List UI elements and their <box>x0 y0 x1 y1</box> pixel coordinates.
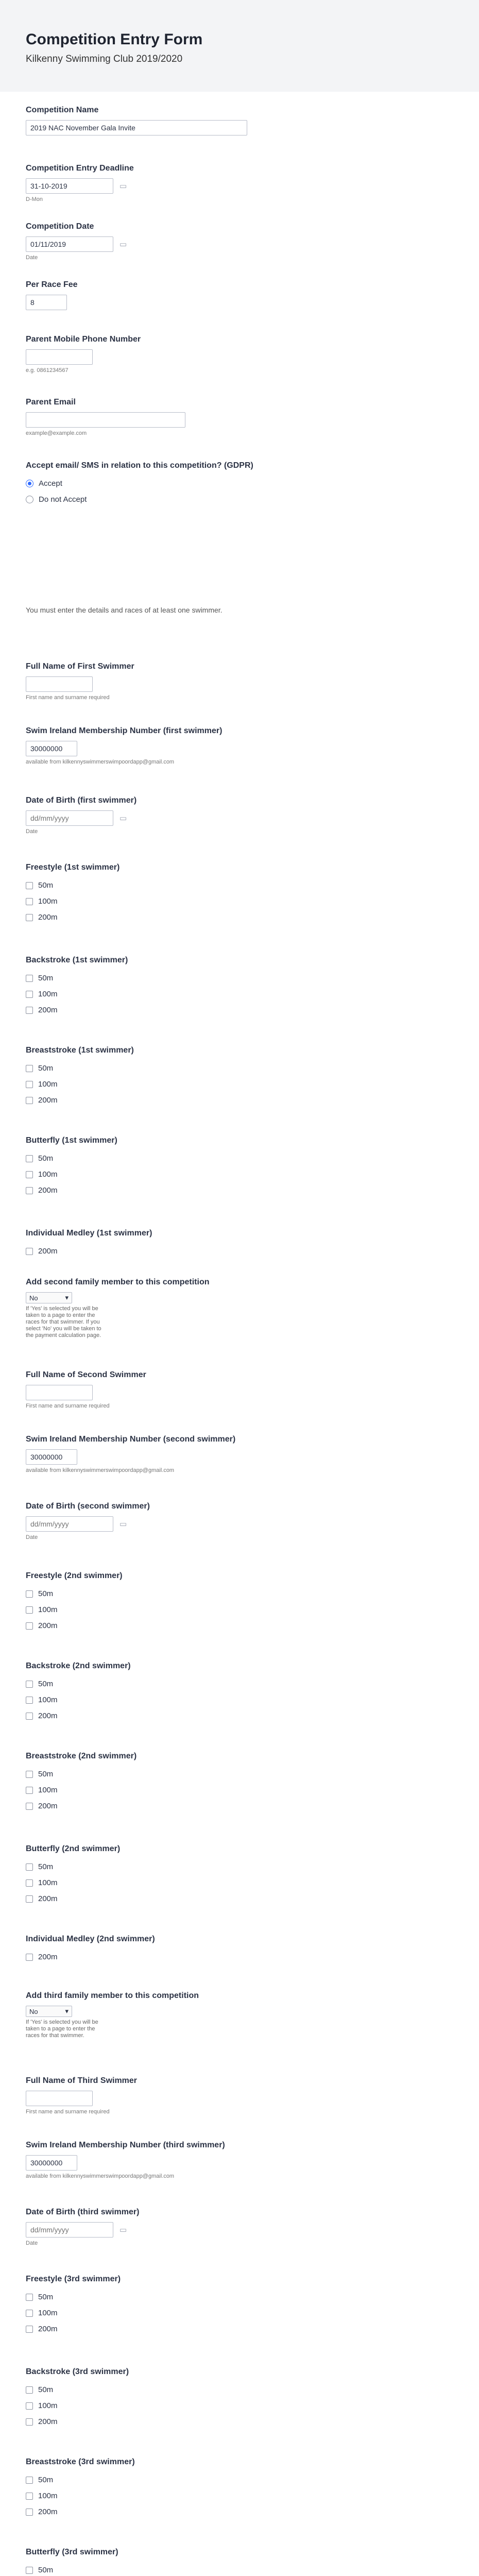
swimmer-3-name-input[interactable] <box>26 2091 93 2106</box>
swimmer-1-dob-sublabel: Date <box>26 828 38 835</box>
checkbox[interactable] <box>26 2326 33 2333</box>
checkbox[interactable] <box>26 1065 33 1072</box>
swimmer-2-breaststroke-label: Breaststroke (2nd swimmer) <box>26 1752 137 1760</box>
checkbox[interactable] <box>26 1771 33 1778</box>
swimmer-1-freestyle-label: Freestyle (1st swimmer) <box>26 863 120 872</box>
swimmer-1-name-input[interactable] <box>26 676 93 692</box>
option-label: 200m <box>38 1096 58 1105</box>
option-label: 50m <box>38 974 54 982</box>
select-value: No <box>29 1294 38 1302</box>
checkbox[interactable] <box>26 2418 33 2426</box>
checkbox[interactable] <box>26 1954 33 1961</box>
swimmer-2-breaststroke-field <box>26 1752 453 1814</box>
option-label: Accept <box>39 479 62 488</box>
swimmer-2-name-sublabel: First name and surname required <box>26 1403 110 1409</box>
swimmer-2-backstroke-label: Backstroke (2nd swimmer) <box>26 1662 131 1670</box>
email-sublabel: example@example.com <box>26 430 87 436</box>
checkbox[interactable] <box>26 2567 33 2574</box>
form-subtitle: Kilkenny Swimming Club 2019/2020 <box>26 54 183 64</box>
swimmer-1-dob-row <box>26 810 453 826</box>
swimmer-3-add-note: If 'Yes' is selected you will be taken to a page to enter the races for that swimmer. <box>26 2019 98 2039</box>
option-label: 50m <box>38 1862 54 1871</box>
swimmer-2-freestyle-option[interactable] <box>26 1618 453 1634</box>
checkbox[interactable] <box>26 1863 33 1871</box>
race-fee-label: Per Race Fee <box>26 280 78 289</box>
form-header <box>0 0 479 92</box>
swimmer-1-breaststroke-label: Breaststroke (1st swimmer) <box>26 1046 134 1055</box>
swimmer-2-add-select[interactable] <box>26 1292 72 1303</box>
chevron-down-icon: ▾ <box>65 1294 69 1301</box>
option-label: 100m <box>38 2492 58 2500</box>
swimmer-2-add-field <box>26 1278 453 1339</box>
option-label: 200m <box>38 1711 58 1720</box>
swimmer-1-backstroke-option[interactable] <box>26 1002 453 1018</box>
swimmer-3-membership-sublabel: available from kilkennyswimmerswimpoordapp@gmail.com <box>26 2173 175 2179</box>
checkbox[interactable] <box>26 2477 33 2484</box>
swimmer-2-backstroke-option[interactable] <box>26 1676 453 1692</box>
swimmer-1-dob-field <box>26 796 453 835</box>
swimmer-2-butterfly-option[interactable] <box>26 1859 453 1875</box>
checkbox[interactable] <box>26 1007 33 1014</box>
gdpr-option-accept[interactable] <box>26 476 453 492</box>
swimmer-2-backstroke-option[interactable] <box>26 1692 453 1708</box>
swimmer-3-breaststroke-option[interactable] <box>26 2504 453 2520</box>
swimmer-3-dob-label: Date of Birth (third swimmer) <box>26 2208 140 2216</box>
swimmer-1-medley-label: Individual Medley (1st swimmer) <box>26 1229 152 1238</box>
swimmer-1-backstroke-option[interactable] <box>26 970 453 986</box>
gdpr-label: Accept email/ SMS in relation to this competition? (GDPR) <box>26 461 253 470</box>
phone-field <box>26 335 453 374</box>
swimmer-1-freestyle-option[interactable] <box>26 877 453 893</box>
option-label: 100m <box>38 2401 58 2410</box>
option-label: 100m <box>38 2309 58 2317</box>
swimmer-3-add-select[interactable] <box>26 2006 72 2017</box>
deadline-label: Competition Entry Deadline <box>26 164 134 173</box>
swimmer-1-name-label: Full Name of First Swimmer <box>26 662 134 671</box>
swimmer-1-freestyle-field <box>26 863 453 925</box>
swimmer-1-name-field <box>26 662 453 701</box>
swimmer-2-butterfly-option[interactable] <box>26 1891 453 1907</box>
comp-date-input[interactable] <box>26 236 113 252</box>
phone-label: Parent Mobile Phone Number <box>26 335 141 344</box>
swimmer-3-backstroke-option[interactable] <box>26 2398 453 2414</box>
phone-input[interactable] <box>26 349 93 365</box>
swimmer-3-dob-row <box>26 2222 453 2238</box>
radio-selected[interactable] <box>26 480 33 487</box>
checkbox[interactable] <box>26 882 33 889</box>
swimmer-1-medley-option[interactable] <box>26 1243 453 1259</box>
calendar-icon[interactable]: ▭ <box>119 1520 127 1529</box>
option-label: 50m <box>38 2566 54 2574</box>
calendar-icon[interactable]: ▭ <box>119 240 127 249</box>
checkbox[interactable] <box>26 1713 33 1720</box>
deadline-sublabel: D-Mon <box>26 196 43 202</box>
option-label: 200m <box>38 1802 58 1810</box>
option-label: 100m <box>38 1080 58 1089</box>
swimmer-2-butterfly-field <box>26 1844 453 1907</box>
checkbox[interactable] <box>26 1787 33 1794</box>
swimmer-2-backstroke-option[interactable] <box>26 1708 453 1724</box>
option-label: Do not Accept <box>39 495 87 504</box>
swimmer-3-backstroke-label: Backstroke (3rd swimmer) <box>26 2367 129 2376</box>
option-label: 50m <box>38 1680 54 1688</box>
option-label: 200m <box>38 1894 58 1903</box>
option-label: 200m <box>38 1186 58 1195</box>
swimmer-1-membership-field <box>26 726 453 765</box>
option-label: 50m <box>38 881 54 890</box>
swimmer-2-medley-label: Individual Medley (2nd swimmer) <box>26 1935 155 1943</box>
swimmer-1-butterfly-field <box>26 1136 453 1198</box>
option-label: 200m <box>38 2417 58 2426</box>
checkbox[interactable] <box>26 914 33 921</box>
select-value: No <box>29 2007 38 2015</box>
swimmer-2-freestyle-field <box>26 1571 453 1634</box>
checkbox[interactable] <box>26 1895 33 1903</box>
checkbox[interactable] <box>26 1606 33 1614</box>
option-label: 200m <box>38 913 58 922</box>
swimmer-1-backstroke-option[interactable] <box>26 986 453 1002</box>
option-label: 100m <box>38 897 58 906</box>
option-label: 100m <box>38 1696 58 1704</box>
gdpr-field <box>26 461 453 507</box>
option-label: 200m <box>38 1953 58 1961</box>
checkbox[interactable] <box>26 1879 33 1887</box>
checkbox[interactable] <box>26 1697 33 1704</box>
deadline-input[interactable] <box>26 178 113 194</box>
swimmer-3-butterfly-label: Butterfly (3rd swimmer) <box>26 2548 118 2556</box>
option-label: 50m <box>38 1154 54 1163</box>
swimmer-1-butterfly-option[interactable] <box>26 1182 453 1198</box>
swimmer-2-membership-field <box>26 1435 453 1473</box>
option-label: 100m <box>38 1786 58 1794</box>
checkbox[interactable] <box>26 1622 33 1630</box>
swimmer-1-freestyle-option[interactable] <box>26 909 453 925</box>
swimmer-3-membership-input[interactable] <box>26 2155 77 2171</box>
option-label: 100m <box>38 990 58 998</box>
checkbox[interactable] <box>26 991 33 998</box>
email-label: Parent Email <box>26 398 76 406</box>
swimmer-3-breaststroke-option[interactable] <box>26 2472 453 2488</box>
swimmer-2-backstroke-field <box>26 1662 453 1724</box>
checkbox[interactable] <box>26 2493 33 2500</box>
swimmer-2-breaststroke-option[interactable] <box>26 1782 453 1798</box>
competition-name-field <box>26 106 453 135</box>
swimmer-1-dob-label: Date of Birth (first swimmer) <box>26 796 137 805</box>
swimmer-1-butterfly-label: Butterfly (1st swimmer) <box>26 1136 117 1145</box>
competition-name-input[interactable] <box>26 120 247 135</box>
checkbox[interactable] <box>26 2386 33 2394</box>
option-label: 50m <box>38 1770 54 1778</box>
option-label: 100m <box>38 1170 58 1179</box>
checkbox[interactable] <box>26 1248 33 1255</box>
option-label: 100m <box>38 1605 58 1614</box>
chevron-down-icon: ▾ <box>65 2007 69 2015</box>
checkbox[interactable] <box>26 2294 33 2301</box>
swimmer-3-freestyle-field <box>26 2275 453 2337</box>
swimmer-2-membership-label: Swim Ireland Membership Number (second swimmer) <box>26 1435 236 1444</box>
option-label: 200m <box>38 1006 58 1014</box>
swimmer-3-backstroke-option[interactable] <box>26 2382 453 2398</box>
swimmer-3-breaststroke-option[interactable] <box>26 2488 453 2504</box>
option-label: 200m <box>38 2507 58 2516</box>
swimmer-3-dob-sublabel: Date <box>26 2240 38 2246</box>
swimmer-1-membership-input[interactable] <box>26 741 77 756</box>
option-label: 50m <box>38 1589 54 1598</box>
swimmer-2-medley-field <box>26 1935 453 1965</box>
option-label: 50m <box>38 2293 54 2301</box>
radio[interactable] <box>26 496 33 503</box>
swimmer-2-breaststroke-option[interactable] <box>26 1766 453 1782</box>
checkbox[interactable] <box>26 975 33 982</box>
calendar-icon[interactable]: ▭ <box>119 182 127 191</box>
swimmer-1-backstroke-label: Backstroke (1st swimmer) <box>26 956 128 964</box>
swimmer-1-dob-input[interactable] <box>26 810 113 826</box>
form-title: Competition Entry Form <box>26 31 203 48</box>
swimmer-1-name-sublabel: First name and surname required <box>26 694 110 701</box>
gdpr-option-decline[interactable] <box>26 492 453 507</box>
info-text: You must enter the details and races of at least one swimmer. <box>26 606 223 614</box>
checkbox[interactable] <box>26 1803 33 1810</box>
option-label: 50m <box>38 2385 54 2394</box>
swimmer-3-add-field <box>26 1991 453 2039</box>
option-label: 50m <box>38 1064 54 1073</box>
checkbox[interactable] <box>26 1081 33 1088</box>
swimmer-1-membership-sublabel: available from kilkennyswimmerswimpoordapp@gmail.com <box>26 759 175 765</box>
comp-date-field <box>26 222 453 261</box>
swimmer-2-dob-sublabel: Date <box>26 1534 38 1540</box>
swimmer-3-breaststroke-field <box>26 2458 453 2520</box>
option-label: 200m <box>38 1247 58 1256</box>
swimmer-2-add-label: Add second family member to this competition <box>26 1278 210 1286</box>
comp-date-label: Competition Date <box>26 222 94 231</box>
swimmer-3-name-field <box>26 2076 453 2115</box>
swimmer-2-freestyle-option[interactable] <box>26 1586 453 1602</box>
swimmer-2-name-label: Full Name of Second Swimmer <box>26 1370 146 1379</box>
swimmer-3-name-label: Full Name of Third Swimmer <box>26 2076 138 2085</box>
comp-date-sublabel: Date <box>26 255 38 261</box>
swimmer-3-backstroke-option[interactable] <box>26 2414 453 2430</box>
swimmer-3-freestyle-option[interactable] <box>26 2321 453 2337</box>
option-label: 50m <box>38 2476 54 2484</box>
swimmer-2-dob-label: Date of Birth (second swimmer) <box>26 1502 150 1511</box>
swimmer-1-breaststroke-option[interactable] <box>26 1060 453 1076</box>
swimmer-1-backstroke-field <box>26 956 453 1018</box>
swimmer-3-dob-field <box>26 2208 453 2246</box>
race-fee-field <box>26 280 453 310</box>
swimmer-2-freestyle-label: Freestyle (2nd swimmer) <box>26 1571 123 1580</box>
swimmer-3-backstroke-field <box>26 2367 453 2430</box>
checkbox[interactable] <box>26 1155 33 1162</box>
checkbox[interactable] <box>26 1171 33 1178</box>
option-label: 100m <box>38 1878 58 1887</box>
swimmer-1-butterfly-option[interactable] <box>26 1150 453 1166</box>
swimmer-2-breaststroke-option[interactable] <box>26 1798 453 1814</box>
swimmer-3-breaststroke-label: Breaststroke (3rd swimmer) <box>26 2458 135 2466</box>
swimmer-1-freestyle-option[interactable] <box>26 893 453 909</box>
option-label: 200m <box>38 1621 58 1630</box>
checkbox[interactable] <box>26 1681 33 1688</box>
competition-name-label: Competition Name <box>26 106 99 114</box>
checkbox[interactable] <box>26 1187 33 1194</box>
swimmer-2-freestyle-option[interactable] <box>26 1602 453 1618</box>
calendar-icon[interactable]: ▭ <box>119 2226 127 2234</box>
checkbox[interactable] <box>26 2402 33 2410</box>
swimmer-2-medley-option[interactable] <box>26 1949 453 1965</box>
swimmer-2-add-note: If 'Yes' is selected you will be taken to a page to enter the races for that swimmer. If you select 'No' you will be taken to the payment calculation page. <box>26 1306 101 1338</box>
swimmer-2-butterfly-label: Butterfly (2nd swimmer) <box>26 1844 121 1853</box>
swimmer-2-dob-row <box>26 1516 453 1532</box>
swimmer-1-medley-field <box>26 1229 453 1259</box>
swimmer-1-breaststroke-field <box>26 1046 453 1108</box>
email-input[interactable] <box>26 412 185 428</box>
swimmer-1-breaststroke-option[interactable] <box>26 1076 453 1092</box>
swimmer-2-membership-input[interactable] <box>26 1449 77 1465</box>
swimmer-3-name-sublabel: First name and surname required <box>26 2109 110 2115</box>
email-field <box>26 398 453 436</box>
swimmer-3-freestyle-option[interactable] <box>26 2289 453 2305</box>
swimmer-3-dob-input[interactable] <box>26 2222 113 2238</box>
swimmer-3-membership-field <box>26 2141 453 2179</box>
checkbox[interactable] <box>26 2310 33 2317</box>
swimmer-2-dob-input[interactable] <box>26 1516 113 1532</box>
swimmer-3-add-label: Add third family member to this competition <box>26 1991 199 2000</box>
swimmer-3-freestyle-label: Freestyle (3rd swimmer) <box>26 2275 121 2283</box>
checkbox[interactable] <box>26 898 33 905</box>
phone-sublabel: e.g. 0861234567 <box>26 367 69 374</box>
checkbox[interactable] <box>26 1590 33 1598</box>
swimmer-1-butterfly-option[interactable] <box>26 1166 453 1182</box>
swimmer-3-butterfly-field <box>26 2548 453 2576</box>
swimmer-1-membership-label: Swim Ireland Membership Number (first swimmer) <box>26 726 223 735</box>
swimmer-2-dob-field <box>26 1502 453 1540</box>
swimmer-2-name-input[interactable] <box>26 1385 93 1400</box>
checkbox[interactable] <box>26 2509 33 2516</box>
option-label: 200m <box>38 2325 58 2333</box>
swimmer-3-butterfly-option[interactable] <box>26 2562 453 2576</box>
race-fee-input[interactable] <box>26 295 67 310</box>
swimmer-3-freestyle-option[interactable] <box>26 2305 453 2321</box>
calendar-icon[interactable]: ▭ <box>119 814 127 823</box>
checkbox[interactable] <box>26 1097 33 1104</box>
swimmer-1-breaststroke-option[interactable] <box>26 1092 453 1108</box>
swimmer-3-membership-label: Swim Ireland Membership Number (third swimmer) <box>26 2141 225 2149</box>
deadline-field <box>26 164 453 202</box>
swimmer-2-butterfly-option[interactable] <box>26 1875 453 1891</box>
swimmer-2-name-field <box>26 1370 453 1409</box>
swimmer-2-membership-sublabel: available from kilkennyswimmerswimpoordapp@gmail.com <box>26 1467 175 1473</box>
